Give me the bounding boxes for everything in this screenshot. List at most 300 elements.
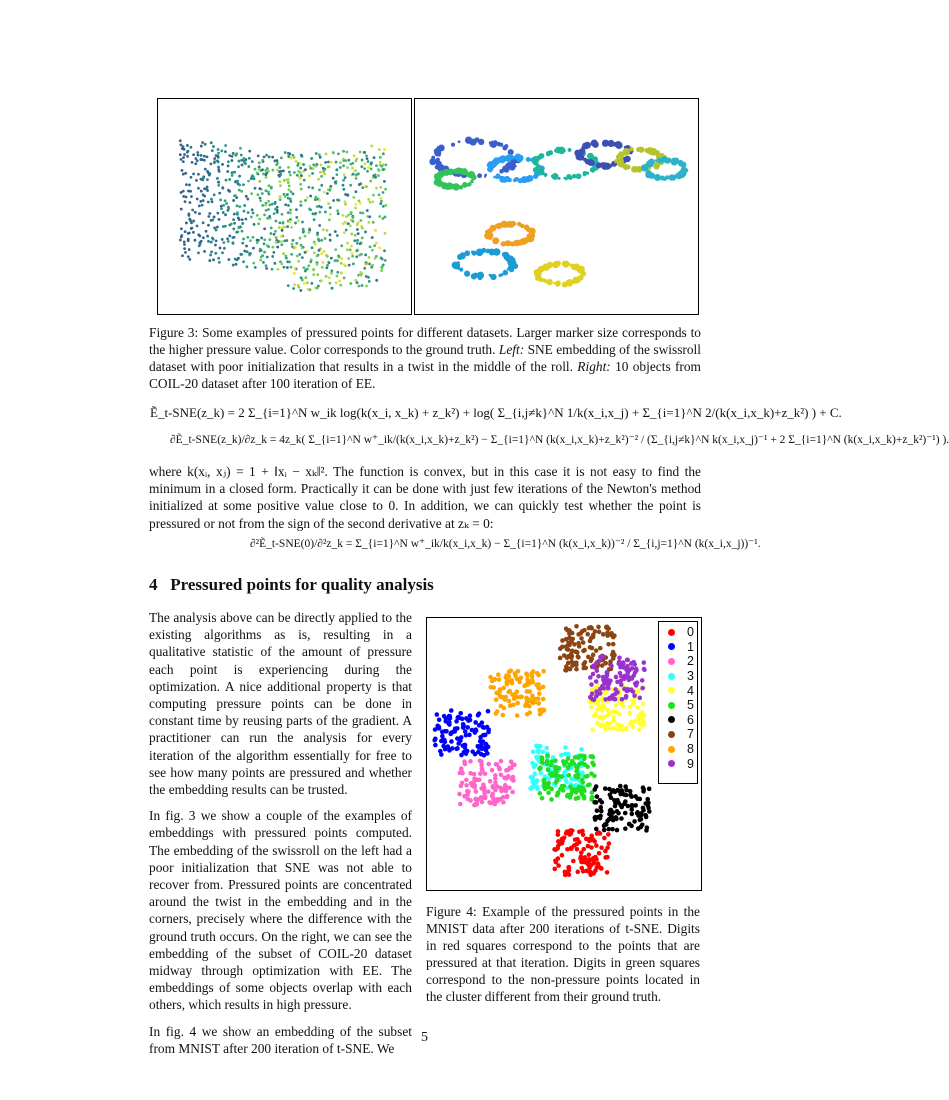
mnist-point: [600, 716, 605, 721]
swissroll-point: [335, 173, 338, 176]
mnist-point: [596, 702, 601, 707]
swissroll-point: [257, 155, 260, 158]
coil20-point: [436, 158, 440, 162]
swissroll-point: [380, 200, 383, 203]
swissroll-point: [367, 166, 370, 169]
swissroll-point: [328, 282, 331, 285]
mnist-point: [482, 788, 487, 793]
mnist-point: [604, 626, 609, 631]
swissroll-point: [365, 154, 368, 157]
swissroll-point: [201, 204, 204, 207]
swissroll-point: [322, 170, 325, 173]
swissroll-point: [233, 213, 236, 216]
mnist-point: [632, 693, 637, 698]
mnist-point: [589, 705, 594, 710]
swissroll-point: [278, 226, 281, 229]
mnist-point: [481, 795, 486, 800]
swissroll-point: [236, 258, 239, 261]
coil20-point: [537, 269, 542, 274]
swissroll-point: [224, 213, 227, 216]
mnist-point: [504, 776, 509, 781]
legend-entry: [659, 698, 697, 713]
swissroll-point: [250, 216, 253, 219]
swissroll-point: [289, 174, 292, 177]
swissroll-point: [213, 157, 216, 160]
mnist-point: [575, 837, 580, 842]
mnist-point: [594, 843, 599, 848]
swissroll-point: [221, 187, 224, 190]
coil20-point: [576, 278, 581, 283]
mnist-point: [632, 819, 637, 824]
swissroll-point: [299, 177, 302, 180]
swissroll-point: [217, 257, 220, 260]
swissroll-point: [231, 236, 234, 239]
mnist-point: [569, 655, 574, 660]
coil20-point: [514, 177, 518, 181]
swissroll-point: [334, 248, 337, 251]
coil20-point: [499, 169, 504, 174]
mnist-point: [478, 735, 483, 740]
swissroll-point: [279, 184, 282, 187]
swissroll-point: [299, 200, 302, 203]
swissroll-point: [358, 254, 361, 257]
swissroll-point: [300, 154, 303, 157]
mnist-point: [461, 743, 466, 748]
swissroll-point: [221, 163, 224, 166]
left-paragraph-1: The analysis above can be directly applied to the existing algorithms as is, resulting in a qualitative statistic of the amount of pressure each point is experiencing during the optimization. A nice additional property is that computing pressure points can be done in constant time by reusing parts of the gradient. A practitioner can run the analysis for every iteration of the algorithm essentially for free to see how many points are pressured and whether the embedding results can be trusted.: [149, 610, 412, 798]
mnist-point: [569, 845, 574, 850]
swissroll-point: [293, 272, 296, 275]
mnist-point: [579, 866, 584, 871]
swissroll-point: [364, 263, 367, 266]
swissroll-point: [343, 231, 346, 234]
swissroll-point: [185, 183, 188, 186]
swissroll-point: [280, 240, 283, 243]
mnist-point: [574, 663, 579, 668]
swissroll-point: [371, 236, 374, 239]
mnist-point: [480, 766, 485, 771]
swissroll-point: [182, 156, 185, 159]
mnist-point: [585, 632, 590, 637]
coil20-point: [526, 157, 531, 162]
swissroll-point: [200, 145, 203, 148]
mnist-point: [599, 845, 604, 850]
swissroll-point: [322, 261, 325, 264]
swissroll-point: [227, 160, 230, 163]
mnist-point: [464, 733, 469, 738]
swissroll-point: [304, 235, 307, 238]
swissroll-point: [206, 185, 209, 188]
swissroll-point: [375, 164, 378, 167]
coil20-point: [528, 236, 533, 241]
swissroll-point: [245, 195, 248, 198]
coil20-point: [586, 160, 589, 163]
mnist-point: [592, 774, 597, 779]
swissroll-point: [339, 166, 342, 169]
swissroll-point: [211, 149, 214, 152]
swissroll-point: [207, 224, 210, 227]
swissroll-point: [222, 225, 225, 228]
swissroll-point: [236, 211, 239, 214]
swissroll-point: [241, 230, 244, 233]
mnist-point: [644, 828, 649, 833]
swissroll-point: [180, 158, 183, 161]
swissroll-point: [235, 263, 238, 266]
swissroll-point: [316, 205, 319, 208]
mnist-point: [635, 810, 640, 815]
coil20-point: [460, 252, 465, 257]
mnist-point: [620, 697, 625, 702]
swissroll-point: [247, 180, 250, 183]
swissroll-point: [279, 180, 282, 183]
swissroll-point: [275, 241, 278, 244]
mnist-point: [604, 721, 609, 726]
mnist-point: [457, 792, 462, 797]
mnist-point: [563, 745, 568, 750]
swissroll-point: [236, 205, 239, 208]
swissroll-point: [342, 222, 345, 225]
swissroll-point: [329, 213, 332, 216]
coil20-point: [496, 174, 501, 179]
swissroll-point: [340, 257, 343, 260]
swissroll-point: [195, 179, 198, 182]
section-heading: 4 Pressured points for quality analysis: [149, 575, 434, 594]
swissroll-point: [324, 211, 327, 214]
swissroll-point: [348, 264, 351, 267]
swissroll-point: [179, 139, 182, 142]
swissroll-point: [200, 154, 203, 157]
mnist-point: [612, 633, 617, 638]
swissroll-point: [243, 210, 246, 213]
mnist-point: [606, 832, 611, 837]
swissroll-point: [248, 254, 251, 257]
swissroll-point: [300, 276, 303, 279]
swissroll-point: [259, 259, 262, 262]
mnist-point: [560, 853, 565, 858]
swissroll-point: [369, 246, 372, 249]
swissroll-point: [188, 258, 191, 261]
swissroll-point: [339, 284, 342, 287]
mnist-point: [501, 800, 506, 805]
legend-label: 0: [687, 625, 694, 640]
swissroll-point: [381, 168, 384, 171]
legend-marker: [668, 673, 675, 680]
coil20-point: [465, 271, 469, 275]
swissroll-point: [350, 219, 353, 222]
mnist-point: [587, 782, 592, 787]
swissroll-point: [197, 233, 200, 236]
mnist-point: [611, 719, 616, 724]
swissroll-point: [299, 237, 302, 240]
mnist-point: [623, 826, 628, 831]
mnist-point: [587, 837, 592, 842]
swissroll-point: [238, 218, 241, 221]
swissroll-point: [378, 148, 381, 151]
mnist-point: [464, 783, 469, 788]
equation-2: ∂Ẽ_t-SNE(z_k)/∂z_k = 4z_k( Σ_{i=1}^N w⁺_ik/(k(x_i,x_k)+z_k²) − Σ_{i=1}^N (k(x_i,x_k)+z_k²)⁻² / (Σ_{i,j≠k}^N k(x_i,x_j)⁻¹ + 2 Σ_{i=1}^N (k(x_i,x_k)+z_k²)⁻¹) ).: [170, 434, 949, 446]
swissroll-point: [225, 179, 228, 182]
swissroll-point: [267, 170, 270, 173]
swissroll-point: [221, 251, 224, 254]
swissroll-point: [347, 257, 350, 260]
mnist-point: [526, 678, 531, 683]
swissroll-point: [217, 166, 220, 169]
swissroll-point: [369, 201, 372, 204]
legend-entry: [659, 727, 697, 742]
mnist-point: [599, 809, 604, 814]
swissroll-point: [299, 162, 302, 165]
mnist-point: [538, 744, 543, 749]
swissroll-point: [235, 152, 238, 155]
swissroll-point: [364, 185, 367, 188]
swissroll-point: [265, 209, 268, 212]
swissroll-point: [329, 233, 332, 236]
coil20-point: [670, 158, 678, 166]
mnist-point: [566, 865, 571, 870]
legend-marker: [668, 643, 675, 650]
swissroll-point: [304, 270, 307, 273]
swissroll-point: [347, 159, 350, 162]
swissroll-point: [204, 168, 207, 171]
swissroll-point: [303, 179, 306, 182]
swissroll-point: [235, 231, 238, 234]
swissroll-point: [289, 200, 292, 203]
mnist-point: [437, 726, 442, 731]
swissroll-point: [356, 239, 359, 242]
mnist-point: [460, 771, 465, 776]
mnist-point: [554, 773, 559, 778]
mnist-point: [611, 726, 616, 731]
swissroll-point: [355, 158, 358, 161]
mnist-point: [624, 688, 629, 693]
mnist-point: [578, 754, 583, 759]
swissroll-point: [217, 161, 220, 164]
swissroll-point: [310, 282, 313, 285]
swissroll-point: [302, 231, 305, 234]
swissroll-point: [367, 160, 370, 163]
mnist-point: [605, 633, 610, 638]
legend-entry: [659, 625, 697, 640]
swissroll-point: [325, 254, 328, 257]
page-number: 5: [421, 1030, 428, 1045]
swissroll-point: [352, 262, 355, 265]
mnist-point: [588, 695, 593, 700]
swissroll-point: [384, 232, 387, 235]
swissroll-point: [334, 230, 337, 233]
swissroll-point: [304, 276, 307, 279]
mnist-point: [540, 796, 545, 801]
swissroll-point: [299, 171, 302, 174]
swissroll-point: [232, 228, 235, 231]
mnist-point: [563, 778, 568, 783]
swissroll-point: [325, 266, 328, 269]
coil20-point: [650, 148, 658, 156]
mnist-point: [505, 682, 510, 687]
swissroll-point: [382, 191, 385, 194]
mnist-point: [537, 686, 542, 691]
swissroll-point: [361, 186, 364, 189]
swissroll-point: [360, 165, 363, 168]
mnist-point: [515, 701, 520, 706]
swissroll-embedding-plot: [158, 99, 411, 314]
swissroll-point: [342, 150, 345, 153]
swissroll-point: [287, 188, 290, 191]
swissroll-point: [262, 173, 265, 176]
swissroll-point: [200, 240, 203, 243]
mnist-point: [595, 865, 600, 870]
swissroll-point: [307, 264, 310, 267]
swissroll-point: [188, 248, 191, 251]
mnist-point: [535, 756, 540, 761]
coil20-point: [524, 225, 530, 231]
swissroll-point: [290, 226, 293, 229]
swissroll-point: [309, 209, 312, 212]
mnist-point: [581, 847, 586, 852]
mnist-point: [486, 709, 491, 714]
swissroll-point: [232, 218, 235, 221]
coil20-point: [542, 263, 549, 270]
mnist-point: [505, 794, 510, 799]
swissroll-point: [210, 141, 213, 144]
mnist-point: [595, 721, 600, 726]
swissroll-point: [263, 251, 266, 254]
swissroll-point: [256, 172, 259, 175]
swissroll-point: [338, 280, 341, 283]
swissroll-point: [287, 152, 290, 155]
swissroll-point: [352, 173, 355, 176]
mnist-point: [639, 813, 644, 818]
figure3-right-panel: [414, 98, 699, 315]
mnist-point: [511, 702, 516, 707]
swissroll-point: [336, 198, 339, 201]
swissroll-point: [372, 221, 375, 224]
coil20-point: [635, 167, 638, 170]
swissroll-point: [287, 178, 290, 181]
swissroll-point: [303, 282, 306, 285]
swissroll-point: [356, 228, 359, 231]
swissroll-point: [289, 212, 292, 215]
mnist-point: [486, 730, 491, 735]
swissroll-point: [297, 284, 300, 287]
mnist-point: [565, 870, 570, 875]
mnist-point: [569, 777, 574, 782]
mnist-point: [563, 668, 568, 673]
mnist-point: [542, 785, 547, 790]
coil20-point: [660, 176, 665, 181]
swissroll-point: [316, 263, 319, 266]
swissroll-point: [240, 154, 243, 157]
coil20-point: [429, 158, 436, 165]
swissroll-point: [257, 222, 260, 225]
mnist-point: [598, 646, 603, 651]
mnist-point: [441, 744, 446, 749]
swissroll-point: [351, 252, 354, 255]
mnist-point: [572, 642, 577, 647]
mnist-point: [460, 717, 465, 722]
swissroll-point: [278, 170, 281, 173]
swissroll-point: [237, 160, 240, 163]
swissroll-point: [275, 220, 278, 223]
mnist-point: [560, 841, 565, 846]
mnist-point: [545, 753, 550, 758]
mnist-point: [540, 755, 545, 760]
swissroll-point: [263, 227, 266, 230]
swissroll-point: [308, 231, 311, 234]
mnist-point: [582, 756, 587, 761]
swissroll-point: [180, 236, 183, 239]
left-column-text: [149, 609, 412, 1066]
mnist-point: [499, 759, 504, 764]
mnist-point: [433, 727, 438, 732]
swissroll-point: [358, 285, 361, 288]
mnist-point: [602, 828, 607, 833]
coil20-point: [436, 180, 439, 183]
swissroll-point: [212, 238, 215, 241]
mnist-point: [587, 852, 592, 857]
swissroll-point: [238, 175, 241, 178]
swissroll-point: [328, 218, 331, 221]
mnist-point: [641, 806, 646, 811]
swissroll-point: [317, 178, 320, 181]
coil20-point: [623, 148, 629, 154]
coil20-point: [649, 173, 655, 179]
swissroll-point: [261, 159, 264, 162]
swissroll-point: [342, 164, 345, 167]
swissroll-point: [385, 163, 388, 166]
mnist-point: [603, 661, 608, 666]
swissroll-point: [385, 204, 388, 207]
swissroll-point: [189, 201, 192, 204]
swissroll-point: [201, 141, 204, 144]
swissroll-point: [232, 152, 235, 155]
mnist-point: [588, 754, 593, 759]
coil20-point: [646, 160, 653, 167]
mnist-point: [527, 710, 532, 715]
coil20-point: [575, 266, 580, 271]
mnist-point: [445, 744, 450, 749]
body-paragraph: where k(xᵢ, xⱼ) = 1 + ‖xᵢ − xₖ‖². The function is convex, but in this case it is not easy to find the minimum in a closed form. Practically it can be done with just few iterations of the Newton's method initialized at some positive value close to 0. In addition, we can quickly test whether the point is pressured or not from the sign of the second derivative at zₖ = 0:: [149, 464, 701, 531]
swissroll-point: [262, 261, 265, 264]
swissroll-point: [353, 239, 356, 242]
swissroll-point: [380, 197, 383, 200]
mnist-point: [560, 774, 565, 779]
swissroll-point: [308, 174, 311, 177]
swissroll-point: [292, 287, 295, 290]
mnist-point: [503, 695, 508, 700]
swissroll-point: [197, 187, 200, 190]
swissroll-point: [180, 208, 183, 211]
swissroll-point: [331, 287, 334, 290]
swissroll-point: [332, 151, 335, 154]
swissroll-point: [287, 166, 290, 169]
swissroll-point: [322, 167, 325, 170]
swissroll-point: [375, 187, 378, 190]
swissroll-point: [185, 196, 188, 199]
swissroll-point: [306, 268, 309, 271]
swissroll-point: [182, 160, 185, 163]
swissroll-point: [288, 261, 291, 264]
coil20-point: [488, 237, 491, 240]
mnist-point: [449, 708, 454, 713]
swissroll-point: [194, 162, 197, 165]
swissroll-point: [231, 174, 234, 177]
swissroll-point: [210, 251, 213, 254]
swissroll-point: [288, 184, 291, 187]
swissroll-point: [374, 174, 377, 177]
swissroll-point: [367, 198, 370, 201]
swissroll-point: [316, 287, 319, 290]
mnist-point: [440, 730, 445, 735]
